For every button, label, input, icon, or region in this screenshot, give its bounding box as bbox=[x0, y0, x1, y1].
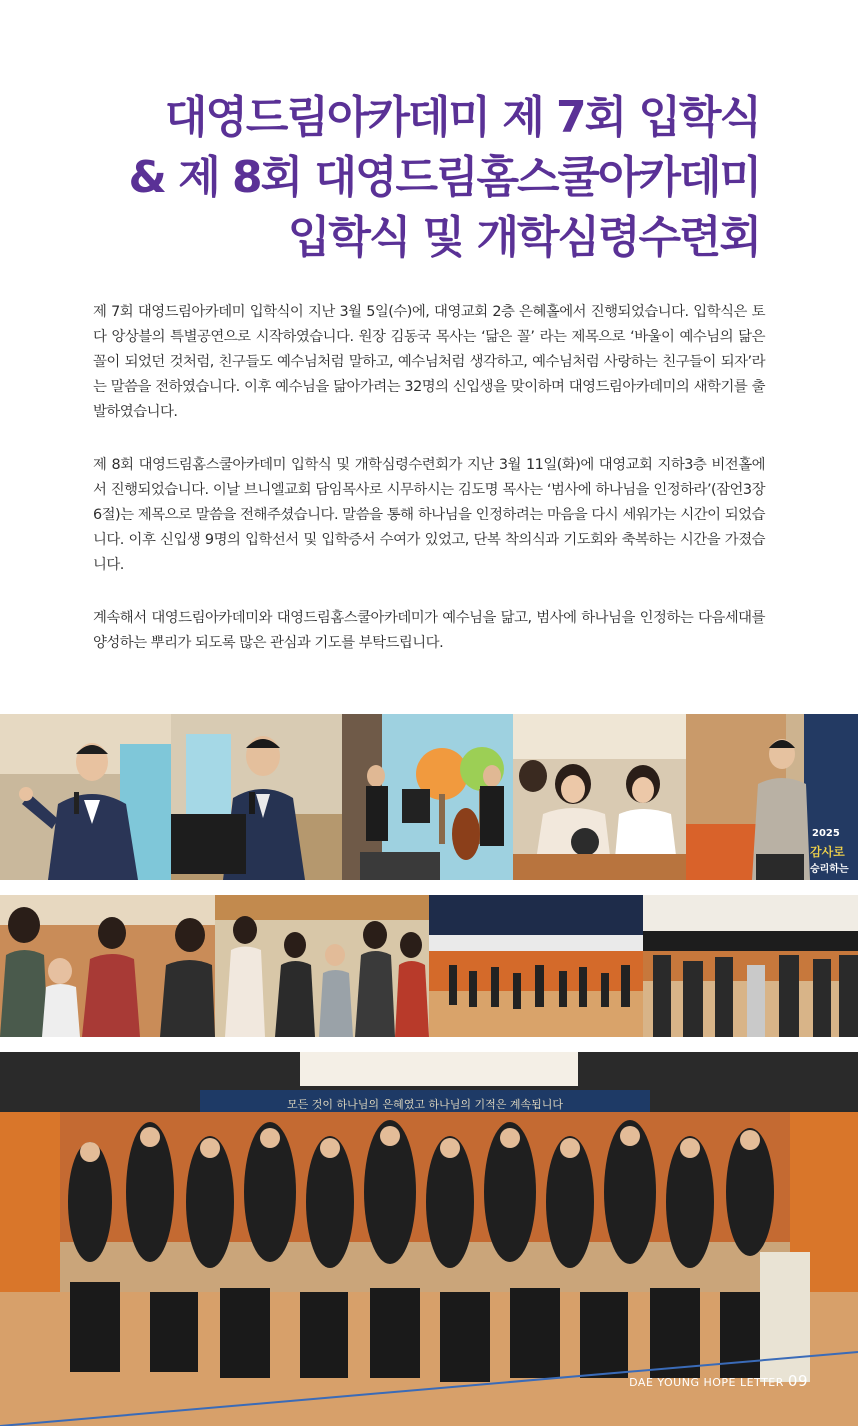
article-body bbox=[93, 300, 765, 684]
title-line-3: 입학식 및 개학심령수련회 bbox=[287, 212, 760, 263]
paragraph-1: 제 7회 대영드림아카데미 입학식이 지난 3월 5일(수)에, 대영교회 2층 은혜홀에서 진행되었습니다. 입학식은 토다 앙상블의 특별공연으로 시작하였습니다. 원장 김동국 목사는 ‘닮은 꼴’ 라는 제목으로 ‘바울이 예수님의 닮은 꼴이 되었던 것처럼, 친구들도 예수님처럼 말하고, 예수님처럼 생각하고, 예수님처럼 사랑하는 친구들이 되자’라는 말씀을 전하였습니다. 이후 예수님을 닮아가려는 32명의 신입생을 맞이하며 대영드림아카데미의 새학기를 출발하였습니다. bbox=[93, 304, 765, 420]
photo-row-2 bbox=[0, 895, 858, 1037]
banner-line-2: 승리하는 bbox=[810, 864, 849, 875]
photo-families bbox=[0, 895, 215, 1037]
paragraph-3: 계속해서 대영드림아카데미와 대영드림홈스쿨아카데미가 예수님을 닮고, 범사에 하나님을 인정하는 다음세대를 양성하는 뿌리가 되도록 많은 관심과 기도를 부탁드립니다. bbox=[93, 610, 765, 651]
photo-speaker-guest bbox=[171, 714, 342, 880]
page-title bbox=[40, 88, 760, 268]
photo-row-3 bbox=[0, 1052, 858, 1426]
footer bbox=[629, 1372, 808, 1390]
photo-hall-wide bbox=[429, 895, 643, 1037]
photo-hall-crowd bbox=[643, 895, 858, 1037]
photo-banner-speaker bbox=[686, 714, 858, 880]
photo-row-1 bbox=[0, 714, 858, 880]
footer-label: DAE YOUNG HOPE LETTER bbox=[629, 1376, 784, 1389]
banner-year: 2025 bbox=[812, 828, 840, 839]
photo-children bbox=[215, 895, 429, 1037]
photo-speaker-pastor bbox=[0, 714, 171, 880]
title-line-2: & 제 8회 대영드림홈스쿨아카데미 bbox=[128, 152, 760, 203]
photo-group bbox=[0, 1052, 858, 1426]
paragraph-2: 제 8회 대영드림홈스쿨아카데미 입학식 및 개학심령수련회가 지난 3월 11일(화)에 대영교회 지하3층 비전홀에서 진행되었습니다. 이날 브니엘교회 담임목사로 시무하시는 김도명 목사는 ‘범사에 하나님을 인정하라’(잠언3장 6절)는 제목으로 말씀을 전해주셨습니다. 말씀을 통해 하나님을 인정하려는 마음을 다시 세워가는 시간이 되었습니다. 이후 신입생 9명의 입학선서 및 입학증서 수여가 있었고, 단복 착의식과 기도회와 축복하는 시간을 가졌습니다. bbox=[93, 457, 765, 573]
photo-audience bbox=[513, 714, 686, 880]
photo-ensemble bbox=[342, 714, 513, 880]
page-number: 09 bbox=[787, 1372, 808, 1390]
group-banner-text: 모든 것이 하나님의 은혜였고 하나님의 기적은 계속됩니다 bbox=[286, 1098, 564, 1111]
banner-line-1: 감사로 bbox=[810, 845, 845, 859]
title-line-1: 대영드림아카데미 제 7회 입학식 bbox=[164, 92, 760, 143]
